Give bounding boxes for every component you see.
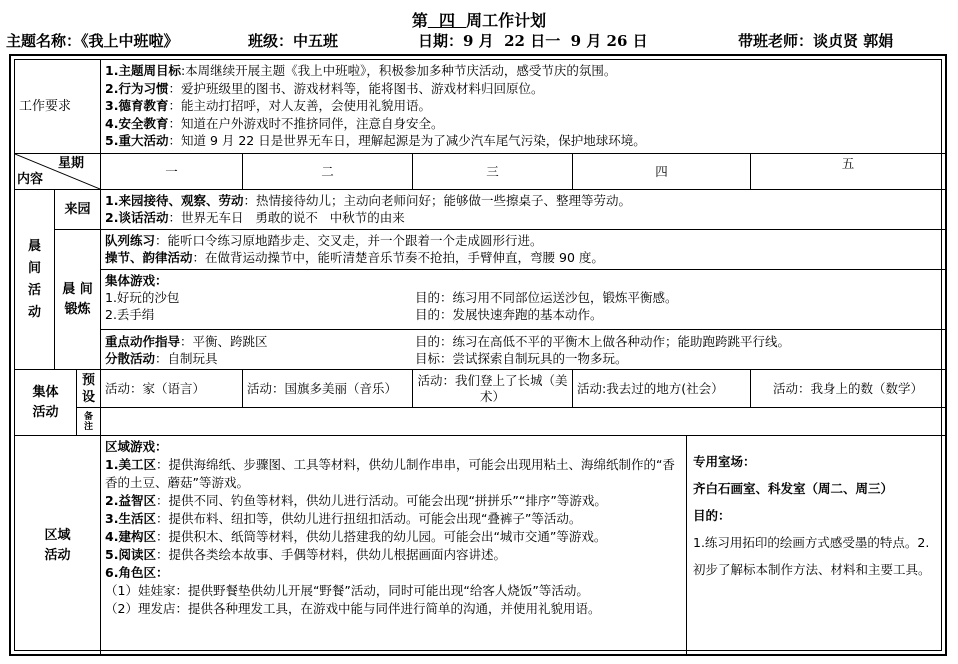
weekday-thu: 四 [573, 154, 751, 190]
teacher-field: 带班老师：谈贞贤 郭娟 [738, 32, 894, 50]
scatter-row: 分散活动：自制玩具 目标：尝试探索自制玩具的一物多玩。 [105, 351, 628, 366]
area-line: 1.美工区：提供海绵纸、步骤图、工具等材料，供幼儿制作串串，可能会出现用粘土、海绵纸制作的“香香的土豆、蘑菇”等游戏。 [105, 457, 675, 490]
requirement-item: 5.重大活动：知道 9 月 22 日是世界无车日，理解起源是为了减少汽车尾气污染，保护地球环境。 [105, 133, 646, 148]
requirement-item: 4.安全教育：知道在户外游戏时不推挤同伴，注意自身安全。 [105, 115, 444, 131]
weekday-mon: 一 [101, 154, 243, 190]
arrival-label: 来园 [55, 190, 101, 230]
role-title: 6.角色区： [105, 565, 169, 580]
group-games [101, 270, 945, 330]
class-field: 班级：中五班 [248, 32, 339, 50]
requirement-item: 2.行为习惯：爱护班级里的图书、游戏材料等，能将图书、游戏材料归回原位。 [105, 80, 544, 96]
area-line: 2.益智区：提供不同、钓鱼等材料，供幼儿进行活动。可能会出现“拼拼乐”“排序”等游戏。 [105, 493, 607, 508]
morning-label: 晨间活动 [15, 190, 55, 370]
weekday-fri: 五 [751, 154, 945, 190]
activity-mon: 活动：家（语言） [101, 370, 243, 408]
date-field: 日期：9 月 22 日一 9 月 26 日 [418, 32, 648, 50]
activity-fri: 活动：我身上的数（数学） [751, 370, 945, 408]
area-games [101, 436, 687, 656]
area-label: 区域活动 [15, 436, 101, 656]
key-goal: 目的：练习在高低不平的平衡木上做各种动作；能助跑跨跳平行线。 [415, 334, 791, 349]
special-room [687, 436, 945, 656]
game-goal: 目的：练习用不同部位运送沙包，锻炼平衡感。 [415, 290, 678, 305]
weekday-corner [15, 154, 101, 190]
game-name: 1.好玩的沙包 [105, 290, 180, 305]
special-rooms: 齐白石画室、科发室（周二、周三） [693, 481, 894, 496]
activity-thu: 活动:我去过的地方(社会） [573, 370, 751, 408]
area-line: 4.建构区：提供积木、纸筒等材料，供幼儿搭建我的幼儿园。可能会出“城市交通”等游戏。 [105, 529, 607, 544]
exercise-line: 队列练习：能听口令练习原地踏步走、交叉走，并一个跟着一个走成圆形行进。 [105, 233, 543, 248]
requirements-label: 工作要求 [15, 60, 101, 154]
role-line: （2）理发店：提供各种理发工具，在游戏中能与同伴进行简单的沟通，并使用礼貌用语。 [105, 601, 601, 616]
key-row: 重点动作指导：平衡、跨跳区 目的：练习在高低不平的平衡木上做各种动作；能助跑跨跳平行线。 [105, 334, 791, 349]
arrival-content [101, 190, 945, 230]
game-goal: 目的：发展快速奔跑的基本动作。 [415, 307, 603, 322]
game-row [105, 289, 941, 306]
weekday-wed: 三 [413, 154, 573, 190]
arrival-line: 2.谈话活动：世界无车日 勇敢的说不 中秋节的由来 [105, 210, 405, 225]
game-name: 2.丢手绢 [105, 307, 155, 322]
arrival-line: 1.来园接待、观察、劳动：热情接待幼儿；主动向老师问好；能够做一些擦桌子、整理等劳动。 [105, 193, 631, 208]
requirement-item: 1.主题周目标:本周继续开展主题《我上中班啦》，积极参加多种节庆活动，感受节庆的氛围。 [105, 63, 617, 78]
requirement-item: 3.德育教育：能主动打招呼，对人友善，会使用礼貌用语。 [105, 98, 431, 113]
page-title: 第 四 周工作计划 [411, 11, 547, 30]
area-line: 5.阅读区：提供各类绘本故事、手偶等材料，供幼儿根据画面内容讲述。 [105, 547, 506, 562]
note-content [101, 408, 945, 436]
weekday-corner-bottom: 内容 [17, 172, 44, 187]
weekday-tue: 二 [243, 154, 413, 190]
exercise-line: 操节、韵律活动：在做背运动操节中，能听清楚音乐节奏不抢拍，手臂伸直，弯腰 90 度。 [105, 250, 604, 265]
goal-label: 目的： [693, 508, 731, 523]
weekly-plan-table [9, 54, 947, 656]
role-line: （1）娃娃家：提供野餐垫供幼儿开展“野餐”活动，同时可能出现“给客人烧饭”等活动。 [105, 583, 589, 598]
group-games-title: 集体游戏： [105, 273, 168, 288]
scatter-goal: 目标：尝试探索自制玩具的一物多玩。 [415, 351, 628, 366]
activity-wed: 活动：我们登上了长城（美术） [413, 370, 573, 408]
collective-label: 集体活动 [15, 370, 77, 436]
plan-label: 预设 [77, 370, 101, 408]
note-label: 备注 [77, 408, 101, 436]
weekday-corner-top: 星期 [57, 156, 84, 171]
goal-text: 1.练习用拓印的绘画方式感受墨的特点。2.初步了解标本制作方法、材料和主要工具。 [693, 535, 931, 577]
game-row [105, 306, 941, 323]
special-label: 专用室场： [693, 454, 756, 469]
exercise-drill [101, 230, 945, 270]
area-line: 3.生活区：提供布料、纽扣等，供幼儿进行扭纽扣活动。可能会出现“叠裤子”等活动。 [105, 511, 582, 526]
activity-tue: 活动：国旗多美丽（音乐） [243, 370, 413, 408]
exercise-label: 晨 间锻炼 [55, 230, 101, 370]
area-title: 区域游戏： [105, 439, 168, 454]
key-guidance [101, 330, 945, 370]
requirements-content [101, 60, 945, 154]
theme-field: 主题名称：《我上中班啦》 [6, 32, 179, 50]
